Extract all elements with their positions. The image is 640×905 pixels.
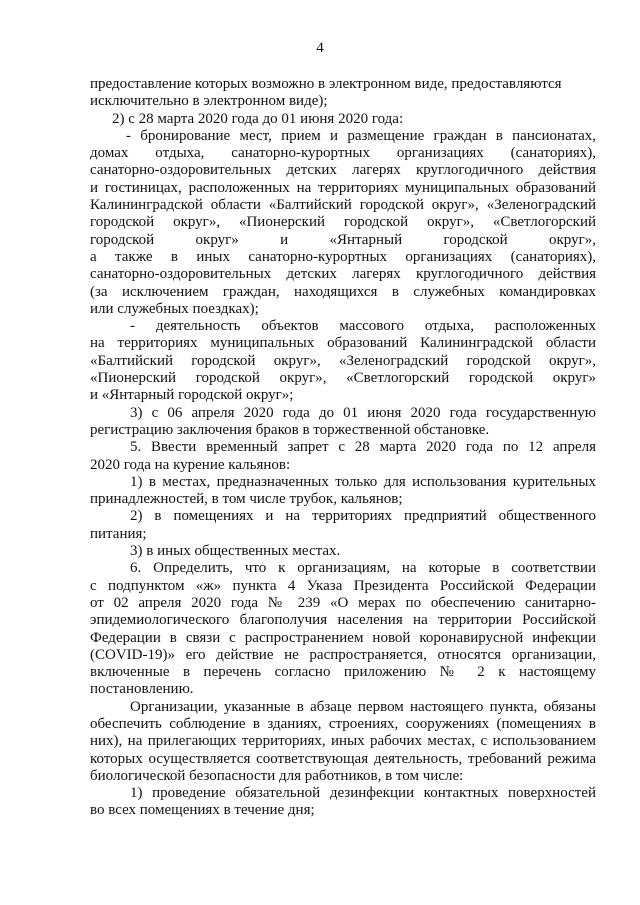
text-line: на территориях муниципальных образований Калининградской области bbox=[90, 335, 596, 352]
text-line: включенные в перечень согласно приложению № 2 к настоящему bbox=[90, 664, 596, 681]
text-line: Калининградской области «Балтийский городской округ», «Зеленоградский bbox=[90, 197, 596, 214]
text-line: (за исключением граждан, находящихся в служебных командировках bbox=[90, 283, 596, 300]
text-line: «Балтийский городской округ», «Зеленоградский городской округ», bbox=[90, 352, 596, 369]
text-line: и «Янтарный городской округ»; bbox=[90, 387, 294, 404]
text-line: (COVID-19)» его действие не распространяется, относятся организации, bbox=[90, 646, 596, 663]
text-line: постановлению. bbox=[90, 681, 194, 698]
text-line: городской округ», «Пионерский городской округ», «Светлогорский bbox=[90, 214, 596, 231]
document-body bbox=[90, 76, 596, 820]
text-line: и гостиницах, расположенных на территориях муниципальных образований bbox=[90, 179, 596, 196]
text-line: которых осуществляется соответствующая деятельность, требований режима bbox=[90, 750, 596, 767]
text-line: - бронирование мест, прием и размещение граждан в пансионатах, bbox=[126, 127, 596, 144]
text-line: предоставление которых возможно в электронном виде, предоставляются bbox=[90, 76, 562, 92]
text-line: 2020 года на курение кальянов: bbox=[90, 456, 291, 473]
text-line: 1) в местах, предназначенных только для использования курительных bbox=[130, 473, 596, 490]
text-line: или служебных поездках); bbox=[90, 300, 259, 317]
text-line: городской округ» и «Янтарный городской округ», bbox=[90, 231, 596, 248]
text-line: санаторно-оздоровительных детских лагерях круглогодичного действия bbox=[90, 266, 596, 283]
text-line: обеспечить соблюдение в зданиях, строениях, сооружениях (помещениях в bbox=[90, 715, 596, 732]
text-line: «Пионерский городской округ», «Светлогорский городской округ» bbox=[90, 370, 596, 387]
text-line: - деятельность объектов массового отдыха, расположенных bbox=[130, 318, 596, 335]
text-line: эпидемиологического благополучия населения на территории Российской bbox=[90, 612, 596, 629]
text-line: во всех помещениях в течение дня; bbox=[90, 802, 315, 819]
page-number: 4 bbox=[316, 40, 324, 56]
text-line: 5. Ввести временный запрет с 28 марта 2020 года по 12 апреля bbox=[130, 439, 596, 456]
text-line: 3) с 06 апреля 2020 года до 01 июня 2020 года государственную bbox=[130, 404, 596, 421]
text-line: 3) в иных общественных местах. bbox=[130, 543, 341, 560]
text-line: питания; bbox=[90, 525, 147, 542]
text-line: санаторно-оздоровительных детских лагерях круглогодичного действия bbox=[90, 162, 596, 179]
text-line: принадлежностей, в том числе трубок, кальянов; bbox=[90, 491, 403, 508]
text-line: Федерации в связи с распространением новой коронавирусной инфекции bbox=[90, 629, 596, 646]
text-line: от 02 апреля 2020 года № 239 «О мерах по обеспечению санитарно- bbox=[90, 594, 596, 611]
text-line: них), на прилегающих территориях, иных рабочих местах, с использованием bbox=[90, 733, 596, 750]
text-line: Организации, указанные в абзаце первом настоящего пункта, обязаны bbox=[130, 698, 596, 715]
text-line: 2) в помещениях и на территориях предприятий общественного bbox=[130, 508, 596, 525]
text-line: 1) проведение обязательной дезинфекции контактных поверхностей bbox=[130, 785, 596, 802]
text-line: регистрацию заключения браков в торжественной обстановке. bbox=[90, 421, 490, 438]
text-line: 6. Определить, что к организациям, на которые в соответствии bbox=[130, 560, 596, 577]
text-line: биологической безопасности для работников, в том числе: bbox=[90, 767, 464, 784]
text-line: а также в иных санаторно-курортных организациях (санаториях), bbox=[90, 248, 596, 265]
text-line: исключительно в электронном виде); bbox=[90, 93, 328, 110]
text-line: домах отдыха, санаторно-курортных организациях (санаториях), bbox=[90, 145, 596, 162]
text-line: с подпунктом «ж» пункта 4 Указа Президента Российской Федерации bbox=[90, 577, 596, 594]
text-line: 2) с 28 марта 2020 года до 01 июня 2020 года: bbox=[112, 110, 404, 127]
